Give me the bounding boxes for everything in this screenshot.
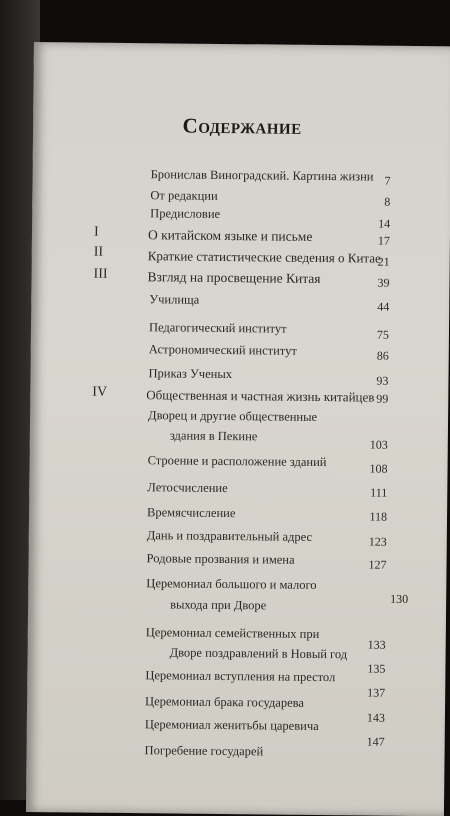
toc-entry-page: 17 [377, 233, 391, 248]
toc-entry-text: Общественная и частная жизнь китайцев [146, 387, 375, 405]
toc-entry-text: Дворе поздравлений в Новый год [169, 645, 348, 662]
toc-entry-page: 86 [376, 348, 389, 363]
toc-entry-page: 137 [367, 685, 386, 700]
toc-entry-page: 133 [367, 637, 386, 652]
page-title: Содержание [182, 113, 302, 139]
toc-entry-text: Времясчисление [147, 505, 236, 521]
toc-entry-page: 75 [376, 327, 390, 342]
toc-entry-text: выхода при Дворе [170, 597, 267, 613]
toc-entry-text: Приказ Ученых [148, 366, 233, 382]
toc-entry-page: 127 [368, 557, 387, 572]
toc-entry-text: От редакции [150, 188, 218, 203]
toc-entry-page: 111 [370, 485, 388, 500]
toc-entry-text: Погребение государей [144, 743, 264, 759]
toc-entry-text: Взгляд на просвещение Китая [147, 269, 321, 287]
toc-entry-page: 123 [368, 534, 387, 549]
book-page [26, 42, 450, 816]
toc-entry-page: 14 [378, 216, 391, 231]
toc-entry-text: Дворец и другие общественные [148, 408, 318, 424]
toc-entry-page: 7 [384, 173, 391, 188]
toc-entry-text: Летосчисление [147, 480, 228, 496]
toc-entry-text: Педагогический институт [148, 320, 287, 336]
toc-entry-text: Астрономический институт [148, 342, 297, 358]
toc-entry-page: 143 [366, 710, 386, 725]
toc-chapter-numeral: II [93, 244, 104, 260]
toc-chapter-numeral: IV [92, 384, 108, 400]
toc-entry-text: Церемониал семейственных при [145, 625, 320, 642]
toc-entry-text: О китайском языке и письме [147, 227, 313, 244]
toc-entry-page: 108 [369, 461, 388, 476]
toc-entry-page: 44 [377, 299, 390, 314]
toc-entry-page: 21 [377, 254, 390, 269]
toc-entry-text: Церемониал вступления на престол [145, 668, 336, 685]
toc-entry-text: Училища [149, 292, 200, 307]
toc-entry-text: Строение и расположение зданий [147, 453, 327, 470]
toc-entry-page: 130 [390, 591, 409, 606]
toc-entry-page: 39 [377, 275, 390, 290]
toc-entry-text: Родовые прозвания и имена [146, 551, 295, 567]
toc-chapter-numeral: I [93, 224, 99, 240]
toc-entry-text: Дань и поздравительный адрес [146, 528, 313, 544]
toc-entry-page: 99 [376, 391, 389, 406]
toc-entry-page: 103 [369, 437, 388, 452]
toc-entry-page: 147 [366, 734, 385, 749]
toc-entry-text: Предисловие [150, 206, 221, 221]
toc-entry-text: Церемониал большого и малого [146, 576, 317, 592]
toc-entry-text: Краткие статистические сведения о Китае [147, 248, 381, 266]
toc-entry-page: 135 [367, 661, 386, 676]
toc-entry-page: 8 [384, 194, 391, 209]
toc-entry-page: 93 [376, 373, 389, 388]
toc-entry-text: Церемониал брака государева [145, 694, 305, 710]
toc-entry-page: 118 [369, 509, 388, 524]
toc-entry-text: Церемониал женитьбы царевича [144, 717, 319, 734]
toc-entry-text: здания в Пекине [169, 428, 258, 444]
toc-entry-text: Бронислав Виноградский. Картина жизни [150, 167, 374, 184]
toc-chapter-numeral: III [93, 266, 108, 282]
